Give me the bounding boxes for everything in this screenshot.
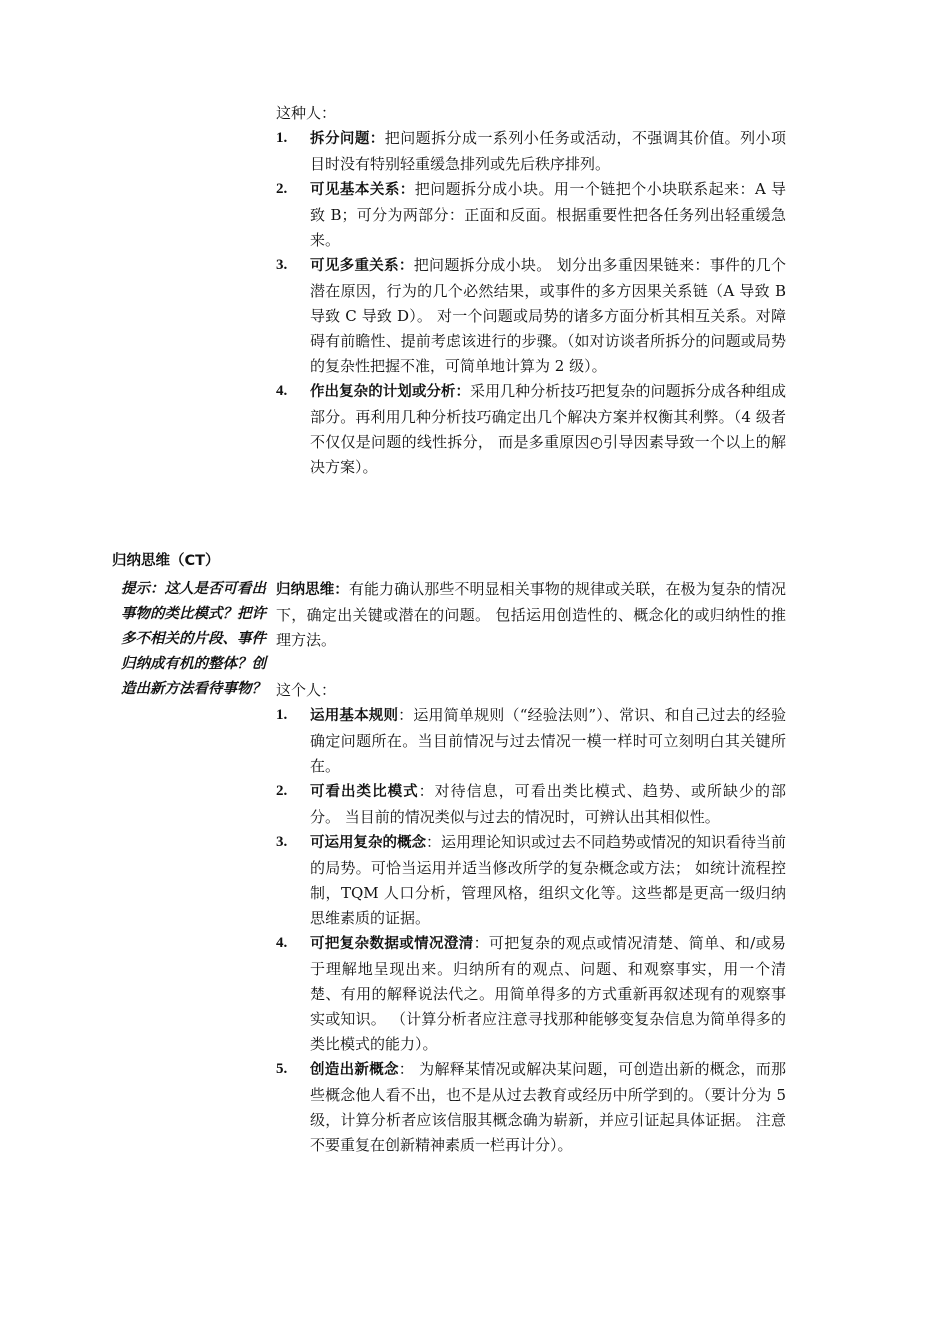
- list-item: [276, 703, 786, 779]
- list-item: [276, 177, 786, 253]
- item-text: ：可把复杂的观点或情况清楚、简单、和/或易于理解地呈现出来。归纳所有的观点、问题、和观察事实，用一个清楚、有用的解释说法代之。用简单得多的方式重新再叙述现有的观察事实或知识。 （计算分析者应注意寻找那种能够变复杂信息为简单得多的类比模式的能力）。: [310, 934, 786, 1053]
- list-item: [276, 931, 786, 1057]
- list-item: [276, 830, 786, 931]
- item-number: 4.: [276, 935, 288, 951]
- list-item: [276, 126, 786, 177]
- section-analytical-levels: [276, 101, 786, 480]
- section1-intro: 这种人：: [276, 104, 337, 122]
- item-number: 1.: [276, 130, 288, 146]
- item-text: 把问题拆分成小块。 划分出多重因果链来：事件的几个潜在原因，行为的几个必然结果，或事件的多方因果关系链（A 导致 B 导致 C 导致 D）。 对一个问题或局势的诸多方面分析其相互关系。对障碍有前瞻性、提前考虑该进行的步骤。（如对访谈者所拆分的问题或局势的复杂性把握不准，可简单地计算为 2 级）。: [310, 256, 786, 375]
- list-item: [276, 379, 786, 480]
- section-conceptual-thinking: [276, 577, 786, 1158]
- section-heading: 归纳思维（CT）: [112, 553, 220, 569]
- definition: [276, 577, 786, 653]
- item-text: 把问题拆分成小块。用一个链把个小块联系起来：A 导致 B；可分为两部分：正面和反面。根据重要性把各任务列出轻重缓急来。: [310, 180, 787, 249]
- item-term: 可运用复杂的概念: [310, 835, 426, 851]
- item-text: ： 为解释某情况或解决某问题，可创造出新的概念，而那些概念他人看不出，也不是从过去教育或经历中所学到的。（要计分为 5 级，计算分析者应该信服其概念确为崭新，并应引证起具体证据。 注意不要重复在创新精神素质一栏再计分）。: [310, 1060, 787, 1154]
- item-number: 2.: [276, 181, 288, 197]
- item-term: 创造出新概念: [310, 1062, 399, 1078]
- item-term: 作出复杂的计划或分析：: [310, 384, 471, 400]
- item-term: 可见多重关系：: [310, 258, 414, 274]
- list-item: [276, 779, 786, 830]
- section2-intro: 这个人：: [276, 681, 337, 699]
- prompt-note: 提示：这人是否可看出事物的类比模式？把许多不相关的片段、事件归纳成有机的整体？创造出新方法看待事物？: [121, 581, 266, 697]
- item-number: 4.: [276, 383, 288, 399]
- item-number: 2.: [276, 783, 288, 799]
- item-text: ：运用理论知识或过去不同趋势或情况的知识看待当前的局势。可恰当运用并适当修改所学的复杂概念或方法； 如统计流程控制，TQM 人口分析，管理风格，组织文化等。这些都是更高一级归纳思维素质的证据。: [310, 833, 787, 927]
- item-number: 3.: [276, 834, 288, 850]
- item-term: 可见基本关系：: [310, 182, 415, 198]
- list-item: [276, 253, 786, 379]
- item-number: 5.: [276, 1061, 288, 1077]
- item-text: ：对待信息，可看出类比模式、趋势、或所缺少的部分。 当目前的情况类似与过去的情况时，可辨认出其相似性。: [310, 782, 786, 826]
- definition-term: 归纳思维：: [276, 582, 349, 598]
- definition-text: 有能力确认那些不明显相关事物的规律或关联，在极为复杂的情况下，确定出关键或潜在的问题。 包括运用创造性的、概念化的或归纳性的推理方法。: [276, 580, 787, 649]
- item-term: 运用基本规则: [310, 708, 399, 724]
- item-term: 可把复杂数据或情况澄清: [310, 936, 474, 952]
- item-number: 3.: [276, 257, 288, 273]
- item-number: 1.: [276, 707, 288, 723]
- item-text: 把问题拆分成一系列小任务或活动，不强调其价值。列小项目时没有特别轻重缓急排列或先后秩序排列。: [310, 129, 786, 173]
- item-text: ：运用简单规则（“经验法则”）、常识、和自己过去的经验确定问题所在。当目前情况与过去情况一模一样时可立刻明白其关键所在。: [310, 706, 786, 775]
- item-term: 可看出类比模式: [310, 784, 419, 800]
- item-term: 拆分问题：: [310, 131, 385, 147]
- item-text: 采用几种分析技巧把复杂的问题拆分成各种组成部分。再利用几种分析技巧确定出几个解决方案并权衡其利弊。（4 级者不仅仅是问题的线性拆分， 而是多重原因◴引导因素导致一个以上的解决方案）。: [310, 382, 786, 476]
- list-item: [276, 1057, 786, 1158]
- spacer: [276, 653, 786, 678]
